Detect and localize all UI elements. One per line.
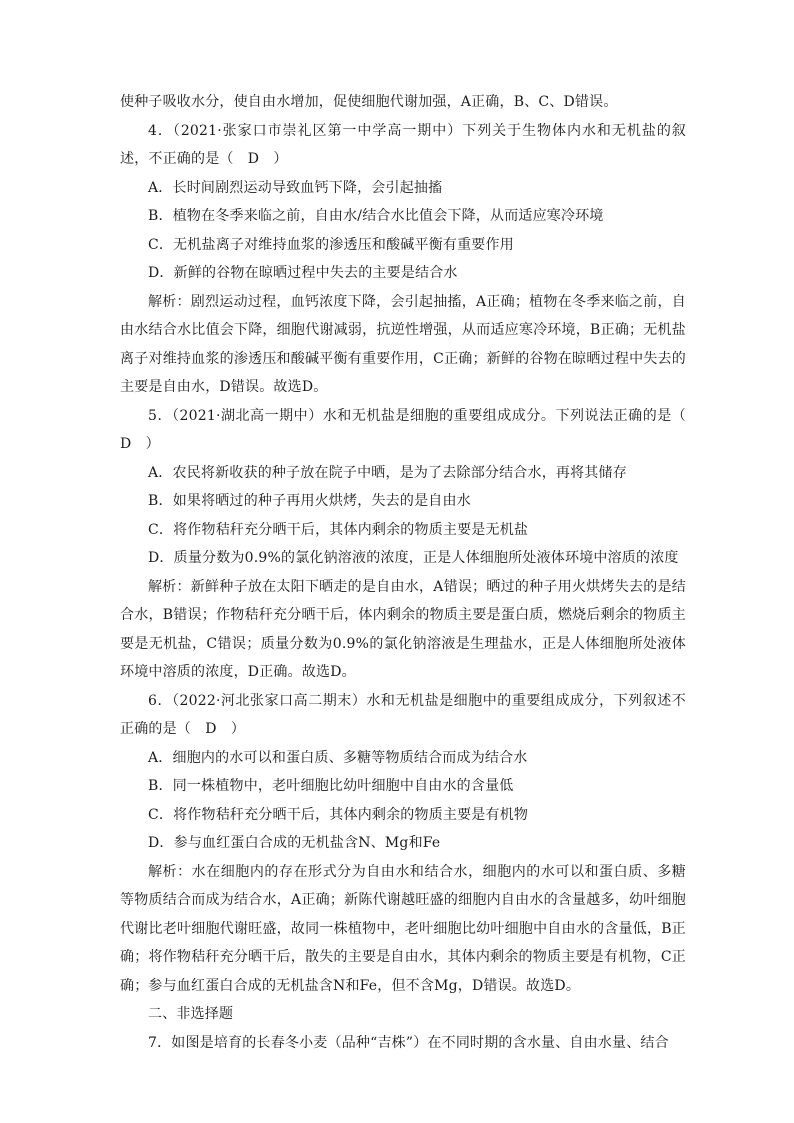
question-4-analysis: 解析：剧烈运动过程，血钙浓度下降，会引起抽搐，A正确；植物在冬季来临之前，自由水结合水比值会下降，细胞代谢减弱，抗逆性增强，从而适应寒冷环境，B正确；无机盐离子对维持血浆的渗透压和酸碱平衡有重要作用，C正确；新鲜的谷物在晾晒过程中失去的主要是自由水，D错误。故选D。 (120, 293, 686, 395)
question-6-option-c: C．将作物秸秆充分晒干后，其体内剩余的物质主要是有机物 (148, 806, 529, 823)
question-6-option-b: B．同一株植物中，老叶细胞比幼叶细胞中自由水的含量低 (148, 778, 514, 794)
question-6-option-d: D．参与血红蛋白合成的无机盐含N、Mg和Fe (148, 835, 441, 851)
question-6-option-a: A．细胞内的水可以和蛋白质、多糖等物质结合而成为结合水 (148, 749, 528, 766)
paragraph-continuation: 使种子吸收水分，使自由水增加，促使细胞代谢加强，A正确，B、C、D错误。 (120, 94, 618, 110)
question-4-option-c: C．无机盐离子对维持血浆的渗透压和酸碱平衡有重要作用 (148, 236, 514, 253)
question-4-stem: 4．（2021·张家口市崇礼区第一中学高一期中）下列关于生物体内水和无机盐的叙述，不正确的是（ D ） (120, 122, 686, 167)
question-5-option-a: A．农民将新收获的种子放在院子中晒，是为了去除部分结合水，再将其储存 (148, 464, 627, 481)
question-4-option-b: B．植物在冬季来临之前，自由水/结合水比值会下降，从而适应寒冷环境 (148, 208, 604, 224)
question-5-stem: 5．（2021·湖北高一期中）水和无机盐是细胞的重要组成成分。下列说法正确的是（ D ） (120, 407, 701, 452)
question-5-option-d: D．质量分数为0.9%的氯化钠溶液的浓度，正是人体细胞所处液体环境中溶质的浓度 (148, 550, 679, 566)
question-7-stem: 7．如图是培育的长春冬小麦（品种“吉株”）在不同时期的含水量、自由水量、结合 (148, 1034, 669, 1051)
question-5-analysis: 解析：新鲜种子放在太阳下晒走的是自由水，A错误；晒过的种子用火烘烤失去的是结合水，B错误；作物秸秆充分晒干后，体内剩余的物质主要是蛋白质，燃烧后剩余的物质主要是无机盐，C错误；质量分数为0.9%的氯化钠溶液是生理盐水，正是人体细胞所处液体环境中溶质的浓度，D正确。故选D。 (120, 578, 686, 680)
question-5-option-c: C．将作物秸秆充分晒干后，其体内剩余的物质主要是无机盐 (148, 521, 529, 538)
section-heading: 二、非选择题 (148, 1006, 234, 1022)
question-6-analysis: 解析：水在细胞内的存在形式分为自由水和结合水，细胞内的水可以和蛋白质、多糖等物质结合而成为结合水，A正确；新陈代谢越旺盛的细胞内自由水的含量越多，幼叶细胞代谢比老叶细胞代谢旺盛，故同一株植物中，老叶细胞比幼叶细胞中自由水的含量低，B正确；将作物秸秆充分晒干后，散失的主要是自由水，其体内剩余的物质主要是有机物，C正确；参与血红蛋白合成的无机盐含N和Fe，但不含Mg，D错误。故选D。 (120, 863, 686, 994)
question-4-option-a: A．长时间剧烈运动导致血钙下降，会引起抽搐 (148, 179, 443, 196)
question-6-stem: 6．（2022·河北张家口高二期末）水和无机盐是细胞中的重要组成成分，下列叙述不正确的是（ D ） (120, 692, 686, 737)
question-4-option-d: D．新鲜的谷物在晾晒过程中失去的主要是结合水 (148, 265, 458, 281)
question-5-option-b: B．如果将晒过的种子再用火烘烤，失去的是自由水 (148, 493, 471, 509)
